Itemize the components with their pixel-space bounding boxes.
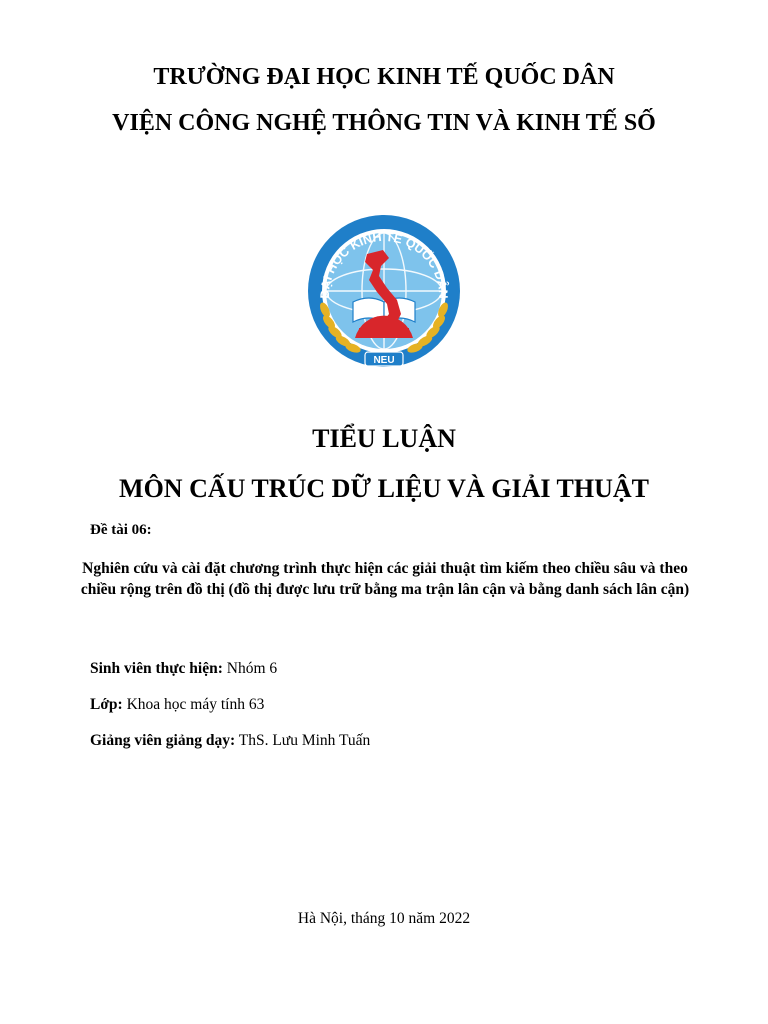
class-label: Lớp: [90,696,123,713]
university-name: TRƯỜNG ĐẠI HỌC KINH TẾ QUỐC DÂN [153,64,615,90]
students-value: Nhóm 6 [226,660,278,677]
institute-name: VIỆN CÔNG NGHỆ THÔNG TIN VÀ KINH TẾ SỐ [112,110,656,136]
class-value: Khoa học máy tính 63 [126,696,265,713]
lecturer-line [90,732,370,750]
logo-badge-text: NEU [373,355,395,366]
university-logo [303,210,465,372]
neu-logo-icon [303,210,465,372]
students-line [90,660,277,678]
essay-type-title: TIỂU LUẬN [312,424,456,453]
date-place: Hà Nội, tháng 10 năm 2022 [297,910,471,927]
topic-description: Nghiên cứu và cài đặt chương trình thực hiện các giải thuật tìm kiếm theo chiều sâu và theo chiều rộng trên đồ thị (đồ thị được lưu trữ bằng ma trận lân cận và bằng danh sách lân cận) [80,560,690,598]
lecturer-label: Giảng viên giảng dạy: [90,732,236,749]
subject-title: MÔN CẤU TRÚC DỮ LIỆU VÀ GIẢI THUẬT [119,474,649,503]
class-line [90,696,264,714]
logo-arc-text: ĐẠI HỌC KINH TẾ QUỐC DÂN [317,229,451,299]
students-label: Sinh viên thực hiện: [90,660,223,677]
topic-label: Đề tài 06: [90,522,152,538]
lecturer-value: ThS. Lưu Minh Tuấn [238,732,371,749]
